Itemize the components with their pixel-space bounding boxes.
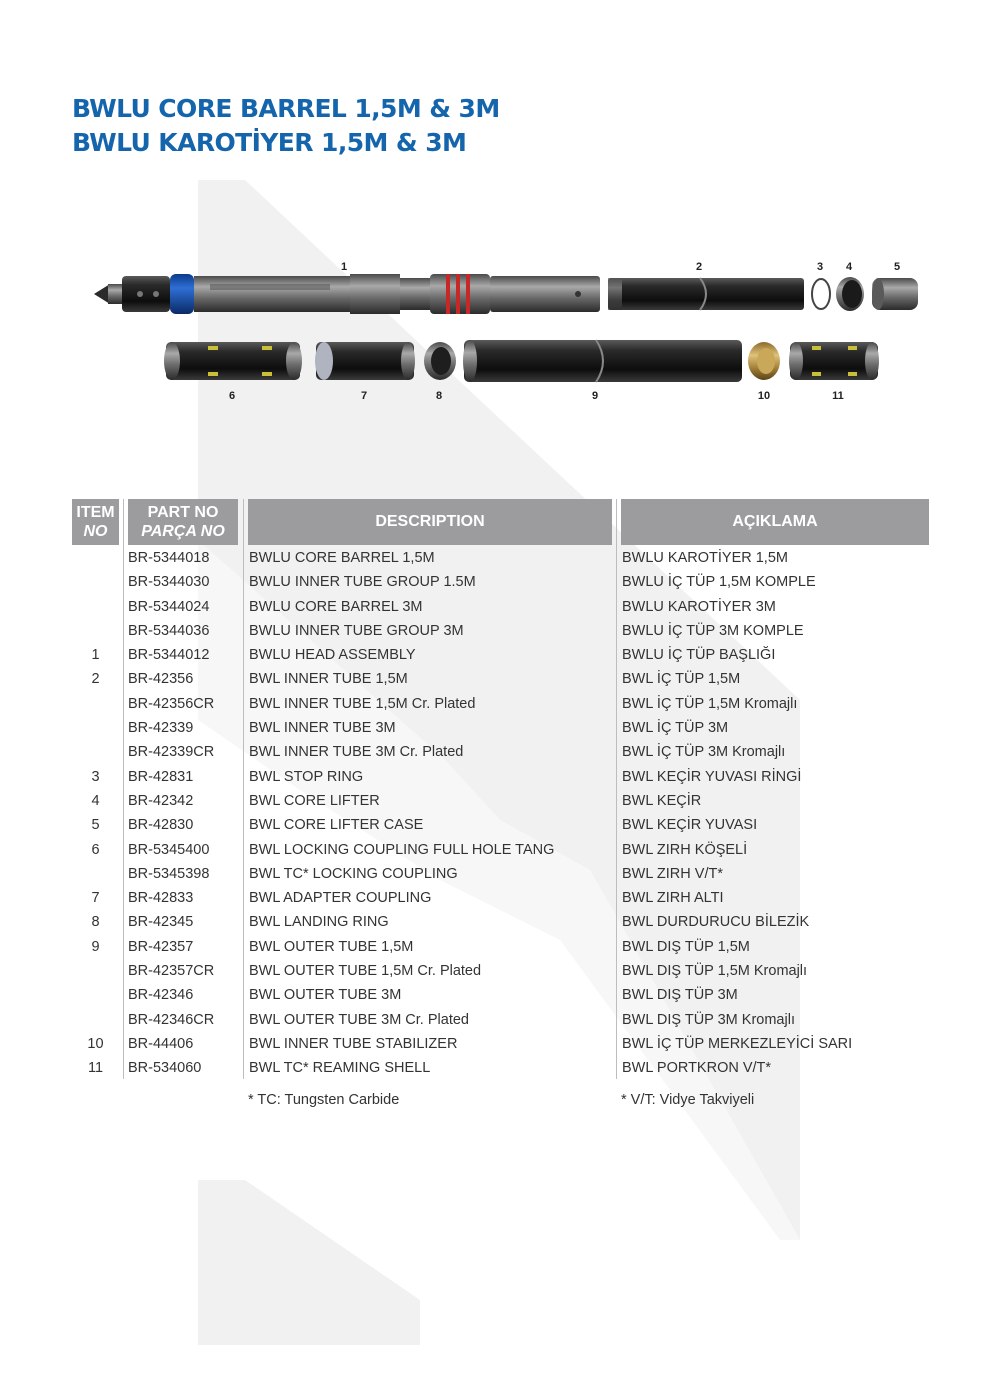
cell-part-no: BR-42357 — [128, 938, 194, 955]
label-7: 7 — [360, 390, 368, 402]
header-description: DESCRIPTION — [248, 499, 612, 545]
table-row — [72, 1056, 930, 1080]
cell-aciklama: BWLU KAROTİYER 3M — [622, 598, 776, 615]
label-3: 3 — [816, 261, 824, 273]
cell-description: BWL ADAPTER COUPLING — [249, 890, 432, 907]
cell-part-no: BR-5344024 — [128, 598, 210, 615]
cell-part-no: BR-5345398 — [128, 865, 210, 882]
cell-aciklama: BWL KEÇİR YUVASI — [622, 817, 758, 834]
part-6-locking-coupling — [164, 342, 302, 380]
table-row — [72, 546, 930, 570]
cell-aciklama: BWL DIŞ TÜP 1,5M — [622, 938, 750, 955]
part-2-inner-tube — [608, 278, 804, 310]
cell-description: BWL INNER TUBE STABILIZER — [249, 1035, 458, 1052]
cell-item-no: 10 — [87, 1035, 104, 1052]
cell-item-no: 5 — [91, 817, 100, 834]
cell-description: BWLU CORE BARREL 3M — [249, 598, 423, 615]
label-2: 2 — [695, 261, 703, 273]
cell-description: BWL OUTER TUBE 3M — [249, 987, 402, 1004]
cell-aciklama: BWL PORTKRON V/T* — [622, 1060, 772, 1077]
cell-aciklama: BWL DIŞ TÜP 1,5M Kromajlı — [622, 963, 808, 980]
cell-description: BWLU HEAD ASSEMBLY — [249, 647, 416, 664]
cell-description: BWL INNER TUBE 3M — [249, 720, 396, 737]
cell-item-no: 2 — [91, 671, 100, 688]
cell-description: BWLU INNER TUBE GROUP 3M — [249, 622, 464, 639]
cell-part-no: BR-5344012 — [128, 647, 210, 664]
cell-description: BWL CORE LIFTER CASE — [249, 817, 424, 834]
cell-item-no: 8 — [91, 914, 100, 931]
table-row — [72, 910, 930, 934]
cell-description: BWL STOP RING — [249, 768, 364, 785]
cell-aciklama: BWL İÇ TÜP 3M — [622, 720, 729, 737]
table-row — [72, 740, 930, 764]
table-row — [72, 959, 930, 983]
cell-part-no: BR-42339CR — [128, 744, 215, 761]
footnote-turkish: * V/T: Vidye Takviyeli — [621, 1092, 755, 1108]
cell-part-no: BR-42831 — [128, 768, 194, 785]
cell-part-no: BR-42339 — [128, 720, 194, 737]
cell-aciklama: BWLU İÇ TÜP 1,5M KOMPLE — [622, 574, 816, 591]
table-row — [72, 765, 930, 789]
cell-part-no: BR-42356 — [128, 671, 194, 688]
table-row — [72, 935, 930, 959]
label-6: 6 — [228, 390, 236, 402]
cell-description: BWL TC* LOCKING COUPLING — [249, 865, 458, 882]
header-part-no: PART NO PARÇA NO — [128, 499, 238, 545]
part-4-core-lifter — [836, 277, 864, 311]
cell-part-no: BR-42356CR — [128, 695, 215, 712]
cell-item-no: 11 — [87, 1060, 104, 1077]
part-5-core-lifter-case — [872, 278, 918, 310]
table-body — [72, 546, 930, 1081]
cell-item-no: 9 — [91, 938, 100, 955]
cell-aciklama: BWL DIŞ TÜP 3M — [622, 987, 738, 1004]
cell-item-no: 6 — [91, 841, 100, 858]
part-11-reaming-shell — [789, 342, 879, 380]
cell-description: BWLU INNER TUBE GROUP 1.5M — [249, 574, 476, 591]
part-3-stop-ring — [812, 279, 830, 309]
header-aciklama: AÇIKLAMA — [621, 499, 929, 545]
table-row — [72, 813, 930, 837]
table-row — [72, 716, 930, 740]
cell-aciklama: BWLU KAROTİYER 1,5M — [622, 550, 788, 566]
table-row — [72, 619, 930, 643]
cell-item-no: 7 — [91, 890, 100, 907]
table-row — [72, 838, 930, 862]
table-row — [72, 692, 930, 716]
cell-aciklama: BWL DURDURUCU BİLEZİK — [622, 914, 810, 931]
table-row — [72, 595, 930, 619]
table-row — [72, 667, 930, 691]
table-row — [72, 789, 930, 813]
cell-aciklama: BWL DIŞ TÜP 3M Kromajlı — [622, 1011, 795, 1028]
cell-item-no: 1 — [91, 647, 100, 664]
cell-part-no: BR-42830 — [128, 817, 194, 834]
table-row — [72, 983, 930, 1007]
table-row — [72, 1008, 930, 1032]
title-english: BWLU CORE BARREL 1,5M & 3M — [72, 94, 500, 123]
label-4: 4 — [845, 261, 853, 273]
footnote-english: * TC: Tungsten Carbide — [248, 1092, 400, 1108]
parts-diagram — [0, 250, 1000, 410]
cell-aciklama: BWL ZIRH V/T* — [622, 865, 723, 882]
table-row — [72, 570, 930, 594]
cell-part-no: BR-5344030 — [128, 574, 210, 591]
cell-part-no: BR-534060 — [128, 1060, 202, 1077]
cell-aciklama: BWL KEÇİR — [622, 792, 702, 809]
cell-description: BWL LOCKING COUPLING FULL HOLE TANG — [249, 841, 555, 858]
label-11: 11 — [832, 390, 844, 402]
cell-aciklama: BWL ZIRH ALTI — [622, 890, 724, 907]
table-row — [72, 643, 930, 667]
cell-part-no: BR-42346CR — [128, 1011, 215, 1028]
page-title — [72, 92, 500, 160]
cell-part-no: BR-5344018 — [128, 550, 210, 566]
cell-aciklama: BWL KEÇİR YUVASI RİNGİ — [622, 768, 802, 785]
table-row — [72, 886, 930, 910]
cell-description: BWL OUTER TUBE 3M Cr. Plated — [249, 1011, 469, 1028]
label-1: 1 — [340, 261, 348, 273]
cell-part-no: BR-44406 — [128, 1035, 194, 1052]
cell-aciklama: BWL İÇ TÜP 1,5M Kromajlı — [622, 695, 798, 712]
cell-aciklama: BWLU İÇ TÜP BAŞLIĞI — [622, 647, 776, 664]
cell-aciklama: BWLU İÇ TÜP 3M KOMPLE — [622, 622, 804, 639]
cell-part-no: BR-5344036 — [128, 622, 210, 639]
cell-aciklama: BWL ZIRH KÖŞELİ — [622, 841, 748, 858]
cell-part-no: BR-42357CR — [128, 963, 215, 980]
cell-part-no: BR-42342 — [128, 792, 194, 809]
table-row — [72, 1032, 930, 1056]
cell-description: BWL OUTER TUBE 1,5M Cr. Plated — [249, 963, 482, 980]
cell-description: BWL LANDING RING — [249, 914, 389, 931]
part-1-head-assembly — [94, 274, 600, 314]
cell-description: BWLU CORE BARREL 1,5M — [249, 550, 435, 566]
title-turkish: BWLU KAROTİYER 1,5M & 3M — [72, 128, 467, 157]
label-9: 9 — [591, 390, 599, 402]
label-5: 5 — [893, 261, 901, 273]
label-10: 10 — [757, 390, 771, 402]
part-8-landing-ring — [424, 342, 456, 380]
table-row — [72, 862, 930, 886]
cell-item-no: 3 — [91, 768, 100, 785]
cell-description: BWL INNER TUBE 3M Cr. Plated — [249, 744, 464, 761]
cell-description: BWL OUTER TUBE 1,5M — [249, 938, 414, 955]
label-8: 8 — [435, 390, 443, 402]
cell-part-no: BR-42833 — [128, 890, 194, 907]
cell-aciklama: BWL İÇ TÜP 1,5M — [622, 671, 741, 688]
cell-description: BWL INNER TUBE 1,5M — [249, 671, 408, 688]
cell-item-no: 4 — [91, 792, 100, 809]
cell-description: BWL CORE LIFTER — [249, 792, 380, 809]
cell-part-no: BR-42345 — [128, 914, 194, 931]
cell-aciklama: BWL İÇ TÜP MERKEZLEYİCİ SARI — [622, 1035, 853, 1052]
cell-description: BWL INNER TUBE 1,5M Cr. Plated — [249, 695, 476, 712]
part-9-outer-tube — [463, 340, 742, 382]
part-10-stabilizer — [748, 342, 780, 380]
cell-description: BWL TC* REAMING SHELL — [249, 1060, 431, 1077]
cell-aciklama: BWL İÇ TÜP 3M Kromajlı — [622, 744, 786, 761]
cell-part-no: BR-42346 — [128, 987, 194, 1004]
header-item-no: ITEM NO — [72, 499, 119, 545]
cell-part-no: BR-5345400 — [128, 841, 210, 858]
part-7-adapter-coupling — [315, 342, 415, 380]
